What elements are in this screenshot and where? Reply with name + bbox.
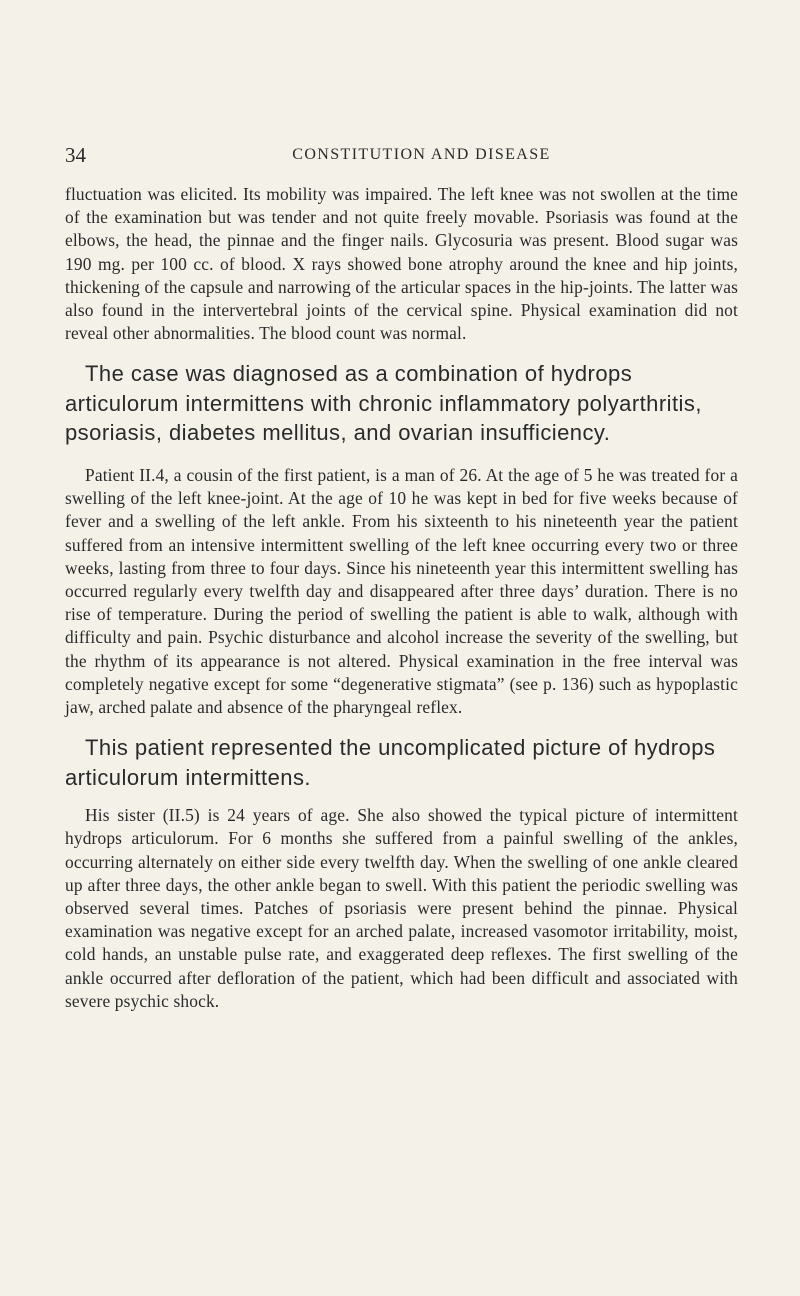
running-title: CONSTITUTION AND DISEASE — [292, 146, 551, 163]
paragraph-patient-ii4: Patient II.4, a cousin of the first patient, is a man of 26. At the age of 5 he was treated for a swelling of the left knee-joint. At the age of 10 he was kept in bed for five weeks because of fever and a swelling of the left ankle. From his sixteenth to his nineteenth year the patient suffered from an intensive intermittent swelling of the left knee occurring every two or three weeks, lasting from three to four days. Since his nineteenth year this intermittent swelling has occurred regularly every twelfth day and disappeared after three days’ duration. There is no rise of temperature. During the period of swelling the patient is able to walk, although with difficulty and pain. Psychic disturbance and alcohol increase the severity of the swelling, but the rhythm of its appearance is not altered. Physical examination in the free interval was completely negative except for some “degenerative stigmata” (see p. 136) such as hypoplastic jaw, arched palate and absence of the pharyngeal reflex. — [65, 464, 738, 717]
page-number: 34 — [65, 143, 86, 167]
paragraph-sister-ii5: His sister (II.5) is 24 years of age. She also showed the typical picture of intermittent hydrops articulorum. For 6 months she suffered from a painful swelling of the ankles, occurring alternately on either side every twelfth day. When the swelling of one ankle cleared up after three days, the other ankle began to swell. With this patient the periodic swelling was observed several times. Patches of psoriasis were present behind the pinnae. Physical examination was negative except for an arched palate, increased vasomotor irritability, moist, cold hands, an unstable pulse rate, and exaggerated deep reflexes. The first swelling of the ankle occurred after defloration of the patient, which had been difficult and associated with severe psychic shock. — [65, 805, 738, 1011]
paragraph-diagnosis: The case was diagnosed as a combination of hydrops articulorum intermittens with chronic inflammatory polyarthritis, psoriasis, diabetes mellitus, and ovarian insufficiency. — [65, 361, 702, 446]
paragraph-uncomplicated: This patient represented the uncomplicated picture of hydrops articulorum intermittens. — [65, 735, 716, 790]
paragraph-continuation: fluctuation was elicited. Its mobility was impaired. The left knee was not swollen at the time of the examination but was tender and not quite freely movable. Psoriasis was found at the elbows, the head, the pinnae and the finger nails. Glycosuria was present. Blood sugar was 190 mg. per 100 cc. of blood. X rays showed bone atrophy around the knee and hip joints, thickening of the capsule and narrowing of the articular spaces in the hip-joints. The latter was also found in the intervertebral joints of the cervical spine. Physical examination did not reveal other abnormalities. The blood count was normal. — [65, 184, 738, 344]
body-text — [65, 183, 738, 1013]
running-head — [65, 140, 738, 170]
